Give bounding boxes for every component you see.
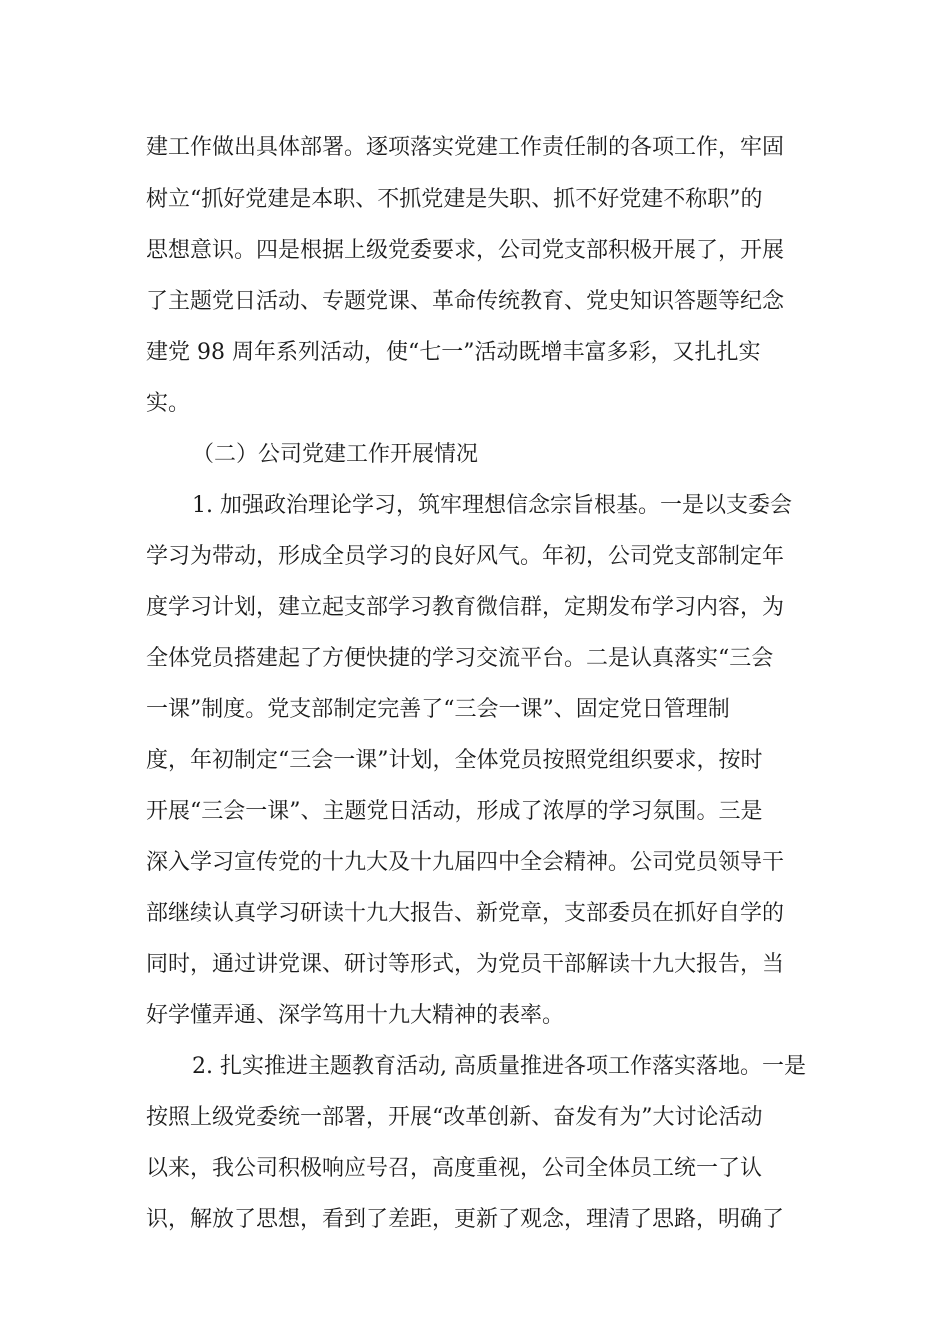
paragraph-line: 1. 加强政治理论学习，筑牢理想信念宗旨根基。一是以支委会	[192, 493, 792, 518]
paragraph-line: 识，解放了思想，看到了差距，更新了观念，理清了思路，明确了	[146, 1207, 785, 1232]
paragraph-line: 度，年初制定“三会一课”计划，全体党员按照党组织要求，按时	[146, 748, 763, 773]
paragraph-line: 学习为带动，形成全员学习的良好风气。年初，公司党支部制定年	[146, 544, 785, 569]
paragraph-line: 建党 98 周年系列活动，使“七一”活动既增丰富多彩，又扎扎实	[146, 340, 761, 365]
paragraph-line: 2. 扎实推进主题教育活动, 高质量推进各项工作落实落地。一是	[192, 1054, 806, 1079]
paragraph-line: 部继续认真学习研读十九大报告、新党章，支部委员在抓好自学的	[146, 901, 785, 926]
paragraph-line: 度学习计划，建立起支部学习教育微信群，定期发布学习内容，为	[146, 595, 785, 620]
paragraph-line: 全体党员搭建起了方便快捷的学习交流平台。二是认真落实“三会	[146, 646, 774, 671]
section-heading: （二）公司党建工作开展情况	[192, 442, 479, 467]
paragraph-line: 建工作做出具体部署。逐项落实党建工作责任制的各项工作，牢固	[146, 135, 785, 160]
paragraph-line: 按照上级党委统一部署，开展“改革创新、奋发有为”大讨论活动	[146, 1105, 763, 1130]
paragraph-line: 开展“三会一课”、主题党日活动，形成了浓厚的学习氛围。三是	[146, 799, 763, 824]
paragraph-line: 以来，我公司积极响应号召，高度重视，公司全体员工统一了认	[146, 1156, 763, 1181]
paragraph-line: 同时，通过讲党课、研讨等形式，为党员干部解读十九大报告，当	[146, 952, 785, 977]
paragraph-line: 深入学习宣传党的十九大及十九届四中全会精神。公司党员领导干	[146, 850, 785, 875]
paragraph-line: 实。	[146, 391, 191, 416]
paragraph-line: 了主题党日活动、专题党课、革命传统教育、党史知识答题等纪念	[146, 289, 785, 314]
paragraph-line: 树立“抓好党建是本职、不抓党建是失职、抓不好党建不称职”的	[146, 187, 763, 212]
paragraph-line: 一课”制度。党支部制定完善了“三会一课”、固定党日管理制	[146, 697, 730, 722]
paragraph-line: 好学懂弄通、深学笃用十九大精神的表率。	[146, 1003, 565, 1028]
paragraph-line: 思想意识。四是根据上级党委要求，公司党支部积极开展了，开展	[146, 238, 785, 263]
